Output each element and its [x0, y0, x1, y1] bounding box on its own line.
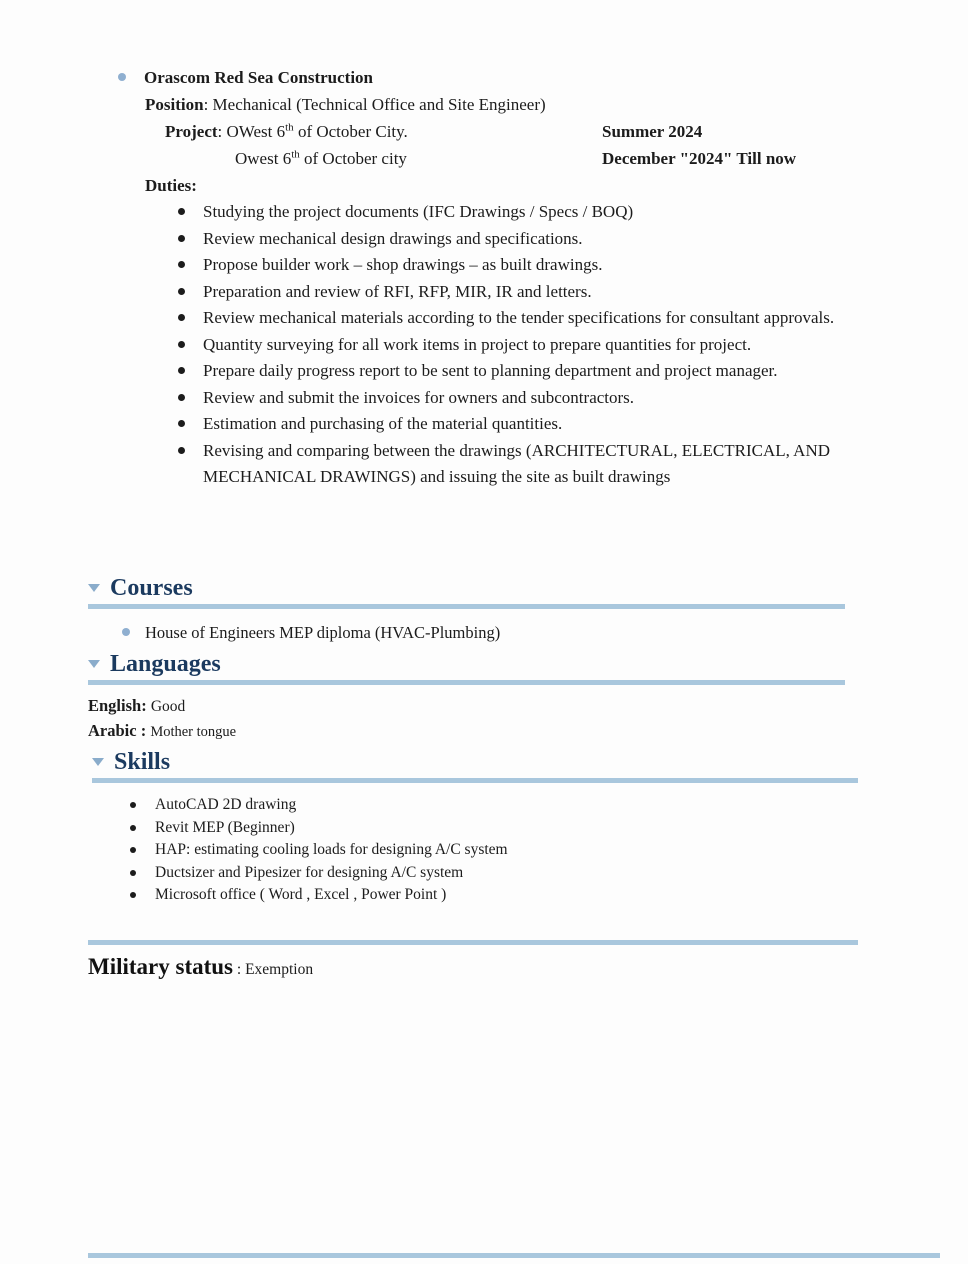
project2-value: Owest 6: [235, 149, 292, 168]
position-value: : Mechanical (Technical Office and Site Engineer): [203, 95, 546, 114]
date-december-2024: December "2024" Till now: [602, 149, 797, 168]
project-row-2: [0, 145, 968, 172]
bullet-icon: [178, 394, 185, 401]
duty-text: Studying the project documents (IFC Drawings / Specs / BOQ): [203, 202, 634, 221]
duties-label: Duties:: [145, 176, 197, 195]
list-item: [0, 358, 848, 385]
duty-text: Prepare daily progress report to be sent to planning department and project manager.: [203, 361, 778, 380]
skills-title: Skills: [114, 749, 171, 775]
bullet-icon: [178, 288, 185, 295]
bullet-icon: [178, 261, 185, 268]
list-item: [0, 305, 848, 332]
list-item: [0, 385, 848, 412]
position-row: [0, 91, 968, 118]
bullet-icon: [130, 847, 136, 853]
bullet-icon: [178, 235, 185, 242]
position-label: Position: [145, 95, 204, 114]
bullet-icon: [178, 447, 185, 454]
project-value-rest: of October City.: [293, 122, 408, 141]
bullet-icon: [178, 314, 185, 321]
bullet-icon: [130, 892, 136, 898]
military-status-value: : Exemption: [236, 961, 314, 978]
skill-text: AutoCAD 2D drawing: [155, 796, 297, 813]
project-value: : OWest 6: [217, 122, 286, 141]
military-status-row: [88, 952, 313, 985]
bullet-icon: [178, 341, 185, 348]
bullet-icon: [178, 420, 185, 427]
project-label: Project: [165, 122, 218, 141]
bullet-icon: [178, 367, 185, 374]
duty-text: Review mechanical design drawings and specifications.: [203, 228, 583, 248]
duty-text: Review and submit the invoices for owners and subcontractors.: [203, 387, 635, 407]
skill-text: Revit MEP (Beginner): [155, 818, 295, 836]
list-item: [0, 884, 508, 907]
duty-text: Propose builder work – shop drawings – as built drawings.: [203, 255, 603, 274]
duty-text: Review mechanical materials according to the tender specifications for consultant approvals.: [203, 308, 835, 327]
languages-heading[interactable]: [88, 650, 845, 685]
bullet-icon: [130, 825, 136, 831]
bullet-icon: [118, 73, 126, 81]
company-row: [0, 64, 968, 91]
date-summer-2024: Summer 2024: [602, 122, 703, 141]
list-item: [0, 438, 848, 491]
language-english-row: [88, 694, 236, 719]
bullet-icon: [122, 628, 130, 636]
arabic-level: Mother tongue: [150, 724, 237, 740]
list-item: [0, 332, 848, 359]
list-item: [0, 226, 848, 253]
bullet-icon: [178, 208, 185, 215]
duty-text: Revising and comparing between the drawings (ARCHITECTURAL, ELECTRICAL, AND MECHANICAL DRAWINGS) and issuing the site as built drawings: [203, 440, 831, 486]
skills-heading[interactable]: [92, 748, 858, 783]
page-bottom-divider: [88, 1253, 940, 1258]
list-item: [0, 794, 508, 817]
courses-title: Courses: [110, 575, 193, 601]
english-level: Good: [150, 698, 186, 715]
triangle-down-icon[interactable]: [92, 758, 104, 766]
list-item: [0, 411, 848, 438]
skill-text: HAP: estimating cooling loads for designing A/C system: [155, 841, 508, 858]
skill-text: Ductsizer and Pipesizer for designing A/C system: [155, 863, 464, 881]
project-ordinal: th: [285, 121, 294, 134]
list-item: [0, 252, 848, 279]
bullet-icon: [130, 870, 136, 876]
list-item: [0, 839, 508, 862]
military-status-label: Military status: [88, 954, 234, 979]
bullet-icon: [130, 802, 136, 808]
project2-value-rest: of October city: [299, 149, 407, 168]
list-item: [0, 862, 508, 885]
triangle-down-icon[interactable]: [88, 584, 100, 592]
english-label: English:: [88, 696, 147, 715]
list-item: [0, 817, 508, 840]
skill-text: Microsoft office ( Word , Excel , Power Point ): [155, 886, 447, 903]
project-row: [0, 118, 968, 145]
company-name: Orascom Red Sea Construction: [144, 68, 374, 87]
skills-list: [0, 794, 508, 907]
triangle-down-icon[interactable]: [88, 660, 100, 668]
duty-text: Preparation and review of RFI, RFP, MIR, IR and letters.: [203, 281, 592, 301]
language-arabic-row: [88, 719, 236, 744]
languages-block: [88, 694, 236, 744]
list-item: [0, 199, 848, 226]
languages-title: Languages: [110, 651, 221, 677]
courses-heading[interactable]: [88, 574, 845, 609]
duty-text: Estimation and purchasing of the material quantities.: [203, 414, 563, 433]
section-divider: [88, 940, 858, 945]
duties-list: [0, 199, 848, 491]
experience-section: [0, 64, 968, 491]
duty-text: Quantity surveying for all work items in project to prepare quantities for project.: [203, 334, 752, 354]
list-item: [0, 279, 848, 306]
course-text: House of Engineers MEP diploma (HVAC-Plumbing): [145, 623, 501, 642]
courses-item: [0, 620, 500, 646]
project2-ordinal: th: [291, 148, 300, 161]
arabic-label: Arabic :: [88, 721, 147, 740]
